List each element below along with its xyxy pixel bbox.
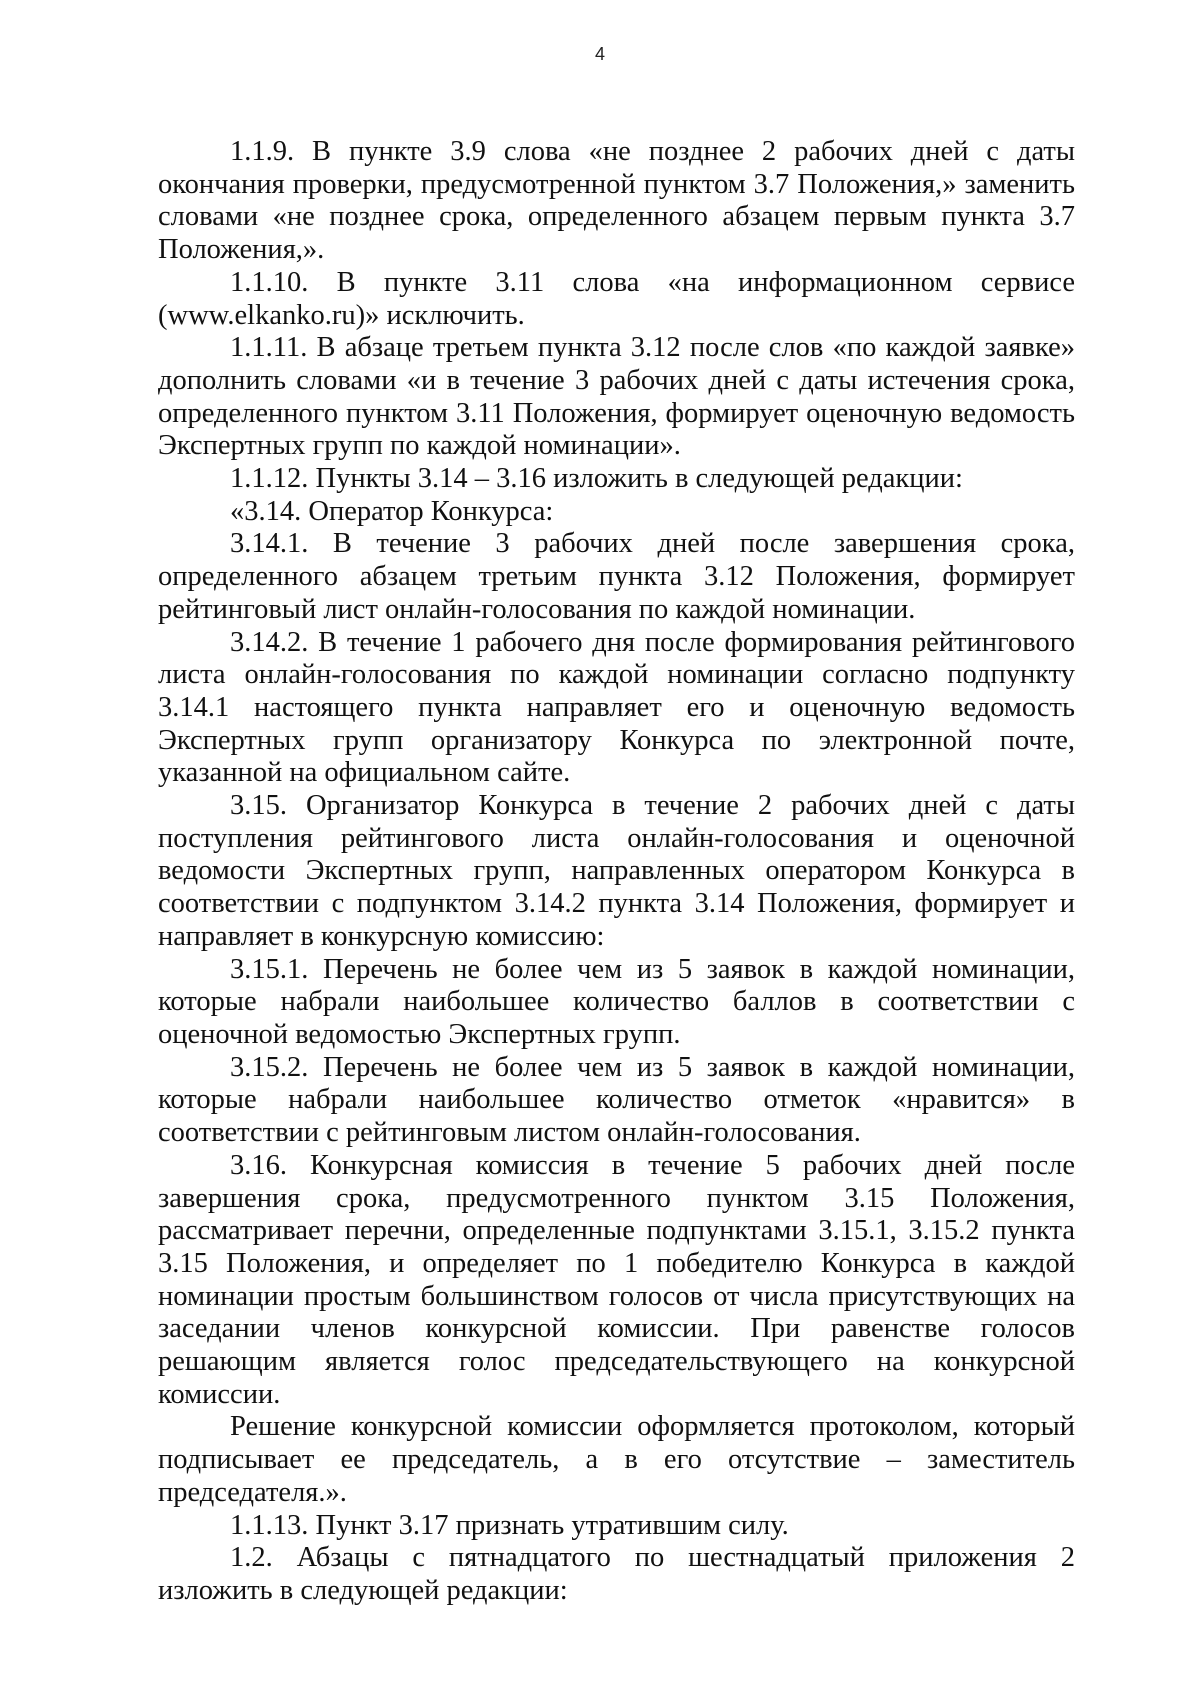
paragraph-1-1-10: 1.1.10. В пункте 3.11 слова «на информационном сервисе (www.elkanko.ru)» исключить.: [158, 266, 1075, 331]
paragraph-commission-decision: Решение конкурсной комиссии оформляется протоколом, который подписывает ее председатель, а в его отсутствие – заместитель председателя.».: [158, 1411, 1075, 1508]
paragraph-3-15: 3.15. Организатор Конкурса в течение 2 рабочих дней с даты поступления рейтингового листа онлайн-голосования и оценочной ведомости Экспертных групп, направленных оператором Конкурса в соответствии с подпунктом 3.14.2 пункта 3.14 Положения, формирует и направляет в конкурсную комиссию:: [158, 790, 1075, 952]
paragraph-3-15-2: 3.15.2. Перечень не более чем из 5 заявок в каждой номинации, которые набрали наибольшее количество отметок «нравится» в соответствии с рейтинговым листом онлайн-голосования.: [158, 1051, 1075, 1149]
paragraph-1-1-13: 1.1.13. Пункт 3.17 признать утратившим силу.: [230, 1509, 789, 1541]
paragraph-1-1-9: 1.1.9. В пункте 3.9 слова «не позднее 2 рабочих дней с даты окончания проверки, предусмотренной пунктом 3.7 Положения,» заменить словами «не позднее срока, определенного абзацем первым пункта 3.7 Положения,».: [158, 136, 1075, 266]
paragraph-3-14: «3.14. Оператор Конкурса:: [230, 495, 554, 527]
paragraph-1-2: 1.2. Абзацы с пятнадцатого по шестнадцатый приложения 2 изложить в следующей редакции:: [158, 1542, 1075, 1606]
paragraph-3-14-1: 3.14.1. В течение 3 рабочих дней после завершения срока, определенного абзацем третьим пункта 3.12 Положения, формирует рейтинговый лист онлайн-голосования по каждой номинации.: [158, 528, 1075, 625]
paragraph-1-1-11: 1.1.11. В абзаце третьем пункта 3.12 после слов «по каждой заявке» дополнить словами «и в течение 3 рабочих дней с даты истечения срока, определенного пунктом 3.11 Положения, формирует оценочную ведомость Экспертных групп по каждой номинации».: [158, 332, 1075, 462]
paragraph-3-16: 3.16. Конкурсная комиссия в течение 5 рабочих дней после завершения срока, предусмотренного пунктом 3.15 Положения, рассматривает перечни, определенные подпунктами 3.15.1, 3.15.2 пункта 3.15 Положения, и определяет по 1 победителю Конкурса в каждой номинации простым большинством голосов от числа присутствующих на заседании членов конкурсной комиссии. При равенстве голосов решающим является голос председательствующего на конкурсной комиссии.: [158, 1149, 1075, 1410]
page-number: 4: [594, 44, 605, 64]
paragraph-3-15-1: 3.15.1. Перечень не более чем из 5 заявок в каждой номинации, которые набрали наибольшее количество баллов в соответствии с оценочной ведомостью Экспертных групп.: [158, 953, 1075, 1050]
paragraph-1-1-12: 1.1.12. Пункты 3.14 – 3.16 изложить в следующей редакции:: [230, 463, 963, 495]
document-body: [158, 136, 1075, 1608]
paragraph-3-14-2: 3.14.2. В течение 1 рабочего дня после формирования рейтингового листа онлайн-голосования по каждой номинации согласно подпункту 3.14.1 настоящего пункта направляет его и оценочную ведомость Экспертных групп организатору Конкурса по электронной почте, указанной на официальном сайте.: [158, 626, 1075, 789]
